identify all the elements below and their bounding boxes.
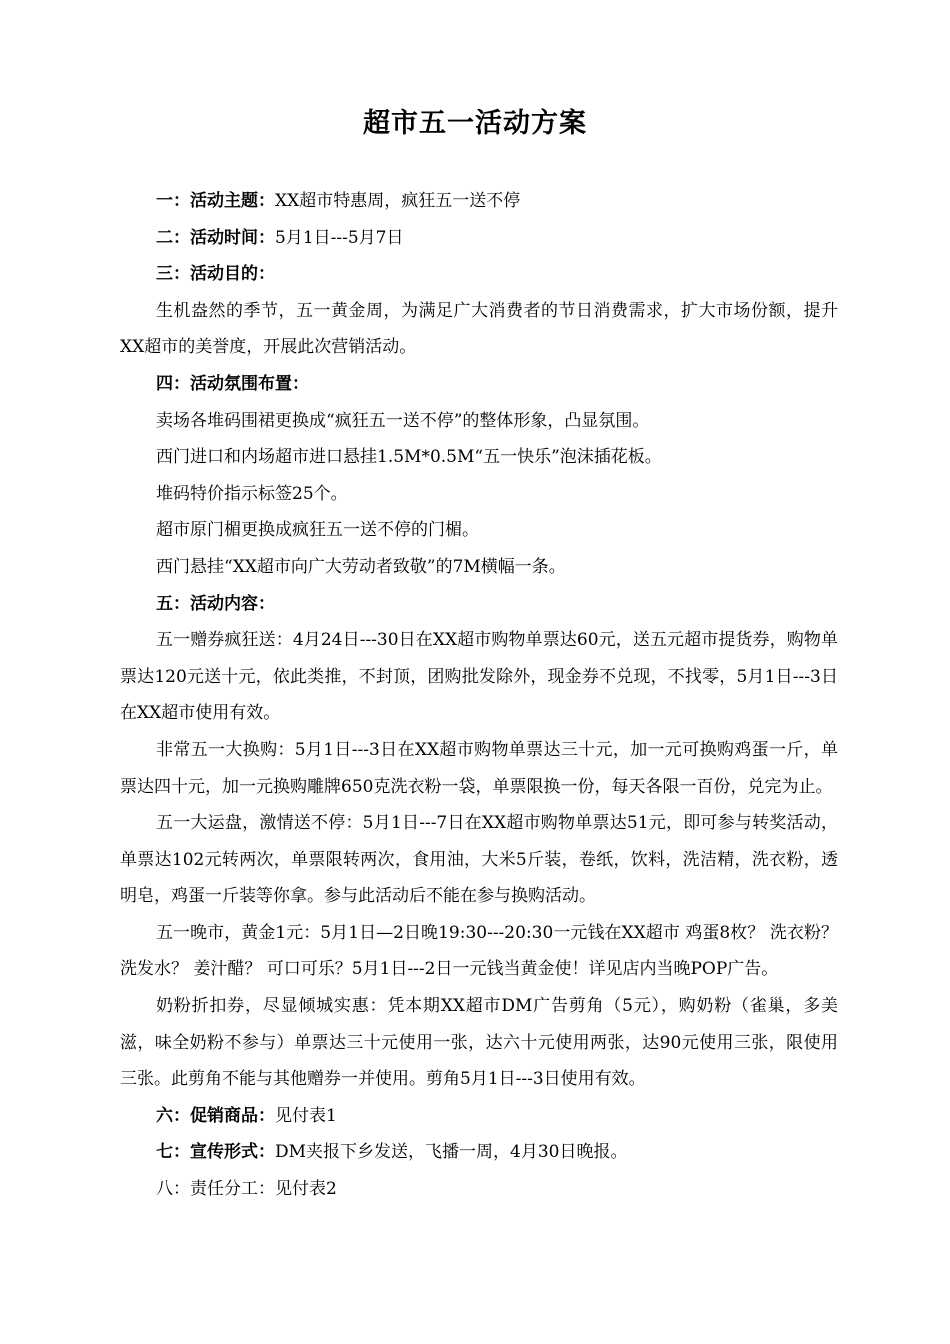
- content-item: 五一赠券疯狂送：4月24日---30日在XX超市购物单票达60元，送五元超市提货券，购物单票达120元送十元，依此类推，不封顶，团购批发除外，现金券不兑现，不找零，5月1日---3日在XX超市使用有效。: [120, 630, 838, 724]
- document-body: [120, 183, 838, 1208]
- section-theme-text: XX超市特惠周，疯狂五一送不停: [275, 191, 521, 211]
- atmosphere-item: 超市原门楣更换成疯狂五一送不停的门楣。: [156, 520, 479, 541]
- section-duty-label: 八：责任分工：: [156, 1179, 275, 1200]
- atmosphere-item: 堆码特价指示标签25个。: [156, 483, 348, 504]
- section-atmosphere-label: 四：活动氛围布置：: [156, 373, 309, 394]
- section-purpose: [120, 256, 838, 293]
- section-time: [120, 220, 838, 257]
- atmosphere-item: 卖场各堆码围裙更换成“疯狂五一送不停”的整体形象，凸显氛围。: [156, 410, 650, 431]
- purpose-paragraph: 生机盎然的季节，五一黄金周，为满足广大消费者的节日消费需求，扩大市场份额，提升XX超市的美誉度，开展此次营销活动。: [120, 300, 838, 358]
- section-theme: [120, 183, 838, 220]
- section-promotion-label: 七：宣传形式：: [156, 1142, 275, 1163]
- section-time-label: 二：活动时间：: [156, 227, 275, 248]
- atmosphere-item: 西门进口和内场超市进口悬挂1.5M*0.5M“五一快乐”泡沫插花板。: [156, 447, 662, 468]
- section-atmosphere: [120, 366, 838, 403]
- section-time-text: 5月1日---5月7日: [275, 227, 404, 248]
- content-item: 奶粉折扣券，尽显倾城实惠：凭本期XX超市DM广告剪角（5元），购奶粉（雀巢，多美滋，味全奶粉不参与）单票达三十元使用一张，达六十元使用两张，达90元使用三张，限使用三张。此剪角不能与其他赠券一并使用。剪角5月1日---3日使用有效。: [120, 996, 838, 1090]
- section-duty: [120, 1171, 838, 1208]
- section-content-label: 五：活动内容：: [156, 593, 275, 614]
- atmosphere-item: 西门悬挂“XX超市向广大劳动者致敬”的7M横幅一条。: [156, 556, 566, 577]
- content-item: 五一晚市，黄金1元：5月1日—2日晚19:30---20:30一元钱在XX超市 鸡蛋8枚？ 洗衣粉？ 洗发水？ 姜汁醋？ 可口可乐？5月1日---2日一元钱当黄金使！详见店内当晚POP广告。: [120, 922, 838, 980]
- section-promotion-text: DM夹报下乡发送，飞播一周，4月30日晚报。: [275, 1142, 628, 1163]
- section-products-text: 见付表1: [275, 1105, 337, 1126]
- section-content: [120, 586, 838, 623]
- section-purpose-label: 三：活动目的：: [156, 264, 275, 285]
- section-promotion: [120, 1134, 838, 1171]
- section-duty-text: 见付表2: [275, 1179, 337, 1200]
- section-products: [120, 1098, 838, 1135]
- content-item: 五一大运盘，激情送不停：5月1日---7日在XX超市购物单票达51元，即可参与转奖活动，单票达102元转两次，单票限转两次，食用油，大米5斤装，卷纸，饮料，洗洁精，洗衣粉，透明皂，鸡蛋一斤装等你拿。参与此活动后不能在参与换购活动。: [120, 813, 838, 907]
- content-item: 非常五一大换购：5月1日---3日在XX超市购物单票达三十元，加一元可换购鸡蛋一斤，单票达四十元，加一元换购雕牌650克洗衣粉一袋，单票限换一份，每天各限一百份，兑完为止。: [120, 739, 838, 797]
- section-theme-label: 一：活动主题：: [156, 191, 275, 211]
- section-products-label: 六：促销商品：: [156, 1105, 275, 1126]
- document-title: 超市五一活动方案: [363, 108, 587, 139]
